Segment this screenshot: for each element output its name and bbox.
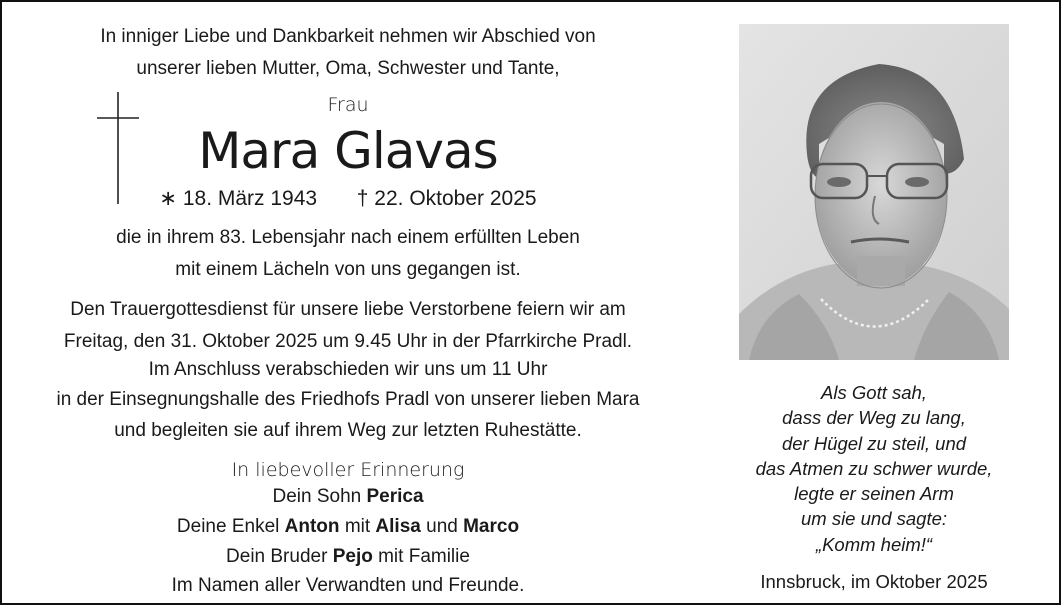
poem-line: legte er seinen Arm	[794, 483, 954, 505]
birth-date: ∗ 18. März 1943	[159, 187, 318, 210]
portrait-image	[739, 24, 1009, 360]
service-line-4: in der Einsegnungshalle des Friedhofs Pradl von unserer lieben Mara	[56, 389, 640, 410]
connector-text: mit	[344, 516, 371, 537]
deceased-name: Mara Glavas	[198, 122, 498, 180]
connector-text: und	[426, 516, 458, 537]
intro-line-2: unserer lieben Mutter, Oma, Schwester und Tante,	[136, 58, 560, 79]
life-text-line-2: mit einem Lächeln von uns gegangen ist.	[175, 259, 521, 280]
brother-suffix: mit Familie	[378, 546, 470, 567]
son-name: Perica	[366, 486, 424, 507]
memory-heading: In liebevoller Erinnerung	[231, 459, 465, 481]
life-text-line-1: die in ihrem 83. Lebensjahr nach einem erfüllten Leben	[116, 227, 580, 248]
death-date: † 22. Oktober 2025	[356, 187, 537, 210]
place-date: Innsbruck, im Oktober 2025	[760, 571, 988, 592]
intro-line-1: In inniger Liebe und Dankbarkeit nehmen wir Abschied von	[100, 26, 596, 47]
mourner-brother	[42, 546, 654, 568]
service-line-2: Freitag, den 31. Oktober 2025 um 9.45 Uhr in der Pfarrkirche Pradl.	[63, 331, 633, 352]
son-prefix: Dein Sohn	[272, 486, 362, 507]
poem-line: das Atmen zu schwer wurde,	[755, 457, 993, 479]
grandchild-name: Alisa	[375, 516, 421, 537]
service-line-5: und begleiten sie auf ihrem Weg zur letzten Ruhestätte.	[114, 420, 582, 441]
poem-line: der Hügel zu steil, und	[781, 432, 967, 454]
service-line-3: Im Anschluss verabschieden wir uns um 11 Uhr	[148, 359, 548, 380]
brother-prefix: Dein Bruder	[226, 546, 328, 567]
mourner-relatives: Im Namen aller Verwandten und Freunde.	[171, 575, 525, 596]
grandchild-name: Anton	[284, 516, 340, 537]
poem-line: dass der Weg zu lang,	[782, 407, 966, 429]
grandchild-name: Marco	[463, 516, 520, 537]
grandchildren-prefix: Deine Enkel	[176, 516, 280, 537]
salutation: Frau	[327, 94, 369, 116]
poem-line: „Komm heim!“	[815, 533, 933, 555]
portrait-photo	[739, 24, 1009, 360]
latin-cross-icon	[97, 92, 139, 204]
mourner-grandchildren	[42, 516, 654, 538]
service-line-1: Den Trauergottesdienst für unsere liebe Verstorbene feiern wir am	[70, 299, 626, 320]
poem	[739, 380, 1009, 557]
brother-name: Pejo	[332, 546, 373, 567]
poem-line: um sie und sagte:	[800, 508, 948, 530]
poem-line: Als Gott sah,	[821, 382, 927, 403]
mourner-son	[42, 486, 654, 508]
